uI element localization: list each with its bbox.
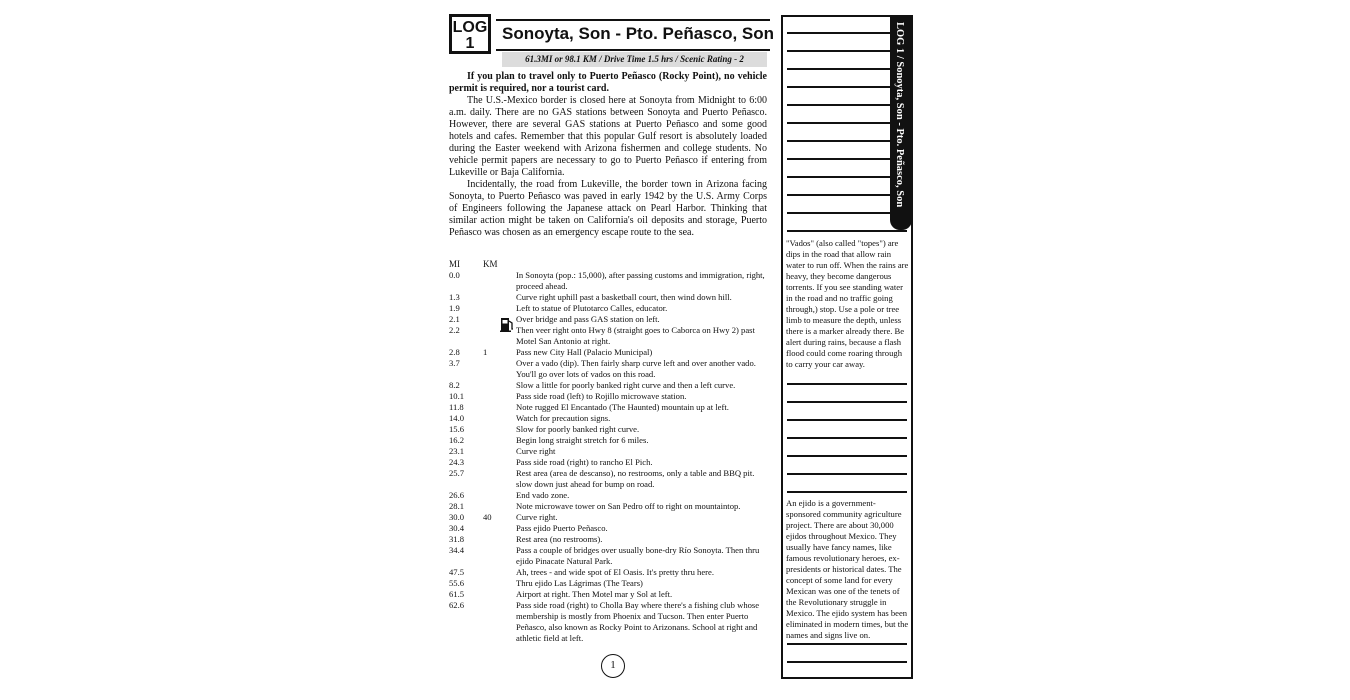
note-line: [787, 194, 907, 196]
note-line: [787, 32, 907, 34]
log-direction: Ah, trees - and wide spot of El Oasis. It's pretty thru here.: [516, 567, 714, 577]
log-row: [449, 292, 771, 303]
note-line: [787, 383, 907, 385]
log-direction: Pass a couple of bridges over usually bone-dry Río Sonoyta. Then thru ejido Pinacate Natural Park.: [516, 545, 760, 566]
log-direction: Pass side road (right) to Cholla Bay where there's a fishing club whose membership is mostly from Phoenix and Tucson. Then enter Puerto Peñasco, also known as Rocky Point to Arizonans. School at right and athletic field at left.: [516, 600, 760, 643]
note-line: [787, 104, 907, 106]
note-line: [787, 473, 907, 475]
log-row: [449, 501, 771, 512]
log-km: 1: [483, 347, 488, 357]
log-direction: End vado zone.: [516, 490, 570, 500]
note-line: [787, 212, 907, 214]
log-mile: 0.0: [449, 270, 460, 280]
title-rule-bottom: [496, 49, 770, 51]
log-direction: Slow for poorly banked right curve.: [516, 424, 640, 434]
road-log-table: [449, 270, 771, 644]
log-direction: Rest area (no restrooms).: [516, 534, 603, 544]
log-mile: 2.1: [449, 314, 460, 324]
note-line: [787, 230, 907, 232]
log-mile: 26.6: [449, 490, 465, 500]
log-mile: 8.2: [449, 380, 460, 390]
log-row: [449, 512, 771, 523]
log-mile: 2.8: [449, 347, 460, 357]
log-mile: 61.5: [449, 589, 465, 599]
log-row: [449, 435, 771, 446]
log-direction: Watch for precaution signs.: [516, 413, 611, 423]
log-direction: Curve right.: [516, 512, 558, 522]
log-mile: 1.3: [449, 292, 460, 302]
log-direction: In Sonoyta (pop.: 15,000), after passing customs and immigration, right, proceed ahead.: [516, 270, 765, 291]
log-direction: Airport at right. Then Motel mar y Sol at left.: [516, 589, 673, 599]
log-row: [449, 347, 771, 358]
route-summary: 61.3MI or 98.1 KM / Drive Time 1.5 hrs / Scenic Rating - 2: [502, 52, 767, 67]
log-direction: Curve right: [516, 446, 556, 456]
log-km: 40: [483, 512, 492, 522]
log-mile: 3.7: [449, 358, 460, 368]
note-line: [787, 661, 907, 663]
log-direction: Over a vado (dip). Then fairly sharp curve left and over another vado. You'll go over lots of vados on this road.: [516, 358, 756, 379]
log-direction: Rest area (area de descanso), no restrooms, only a table and BBQ pit. slow down just ahead for bump on road.: [516, 468, 755, 489]
log-mile: 30.0: [449, 512, 465, 522]
log-mile: 34.4: [449, 545, 465, 555]
log-row: [449, 413, 771, 424]
note-line: [787, 68, 907, 70]
log-row: [449, 358, 771, 380]
log-direction: Thru ejido Las Lágrimas (The Tears): [516, 578, 643, 588]
log-mile: 62.6: [449, 600, 465, 610]
page-title: Sonoyta, Son - Pto. Peñasco, Son: [502, 24, 775, 43]
log-row: [449, 490, 771, 501]
log-row: [449, 325, 771, 347]
log-direction: Then veer right onto Hwy 8 (straight goes to Caborca on Hwy 2) past Motel San Antonio at right.: [516, 325, 755, 346]
log-row: [449, 589, 771, 600]
log-mile: 24.3: [449, 457, 465, 467]
log-row: [449, 314, 771, 325]
log-row: [449, 534, 771, 545]
note-line: [787, 419, 907, 421]
page-number: 1: [601, 654, 625, 678]
log-mile: 10.1: [449, 391, 465, 401]
log-mile: 1.9: [449, 303, 460, 313]
log-mile: 47.5: [449, 567, 465, 577]
log-row: [449, 424, 771, 435]
log-row: [449, 457, 771, 468]
log-row: [449, 567, 771, 578]
log-side-tab: [890, 16, 912, 230]
log-row: [449, 600, 771, 644]
note-line: [787, 122, 907, 124]
note-line: [787, 437, 907, 439]
log-row: [449, 391, 771, 402]
log-row: [449, 270, 771, 292]
log-label: LOG: [452, 19, 488, 36]
log-direction: Pass side road (right) to rancho El Pich.: [516, 457, 653, 467]
log-page: [449, 14, 775, 694]
note-line: [787, 491, 907, 493]
log-row: [449, 545, 771, 567]
log-mile: 30.4: [449, 523, 465, 533]
log-row: [449, 523, 771, 534]
intro-paragraph-border: The U.S.-Mexico border is closed here at Sonoyta from Midnight to 6:00 a.m. daily. There are no GAS stations between Sonoyta and Puerto Peñasco. However, there are several GAS stations at Puerto Peñasco and some good hotels and cafes. Remember that this popular Gulf resort is absolutely loaded during the Easter weekend with Arizona fishermen and college students. No vehicle permit papers are necessary to go to Puerto Peñasco if entering from Lukeville or Baja California.: [449, 95, 767, 178]
log-mile: 11.8: [449, 402, 464, 412]
log-mile: 55.6: [449, 578, 465, 588]
log-mile: 15.6: [449, 424, 465, 434]
note-line: [787, 140, 907, 142]
log-number-box: [449, 14, 491, 54]
col-km-header: KM: [483, 259, 498, 269]
note-line: [787, 176, 907, 178]
log-direction: Slow a little for poorly banked right curve and then a left curve.: [516, 380, 736, 390]
note-line: [787, 158, 907, 160]
log-direction: Pass side road (left) to Rojillo microwave station.: [516, 391, 687, 401]
log-row: [449, 402, 771, 413]
intro-lead: If you plan to travel only to Puerto Peñasco (Rocky Point), no vehicle permit is required, nor a tourist card.: [449, 71, 767, 94]
log-mile: 16.2: [449, 435, 465, 445]
title-rule-top: [496, 19, 770, 21]
log-direction: Note rugged El Encantado (The Haunted) mountain up at left.: [516, 402, 729, 412]
ejido-note: An ejido is a government-sponsored community agriculture project. There are about 30,000 ejidos throughout Mexico. They usually have fancy names, like famous revolutionary heroes, ex-presidents or historical dates. The concept of some land for every Mexican was one of the tenets of the Revolutionary struggle in Mexico. The ejido system has been eliminated in modern times, but the names and signs live on.: [786, 498, 909, 640]
note-line: [787, 50, 907, 52]
log-row: [449, 468, 771, 490]
gas-pump-icon: [500, 316, 514, 332]
log-direction: Over bridge and pass GAS station on left.: [516, 314, 660, 324]
log-mile: 31.8: [449, 534, 465, 544]
log-row: [449, 303, 771, 314]
log-mile: 25.7: [449, 468, 465, 478]
log-direction: Pass new City Hall (Palacio Municipal): [516, 347, 653, 357]
log-number: 1: [465, 35, 475, 52]
log-row: [449, 578, 771, 589]
side-tab-label: LOG 1 / Sonoyta, Son - Pto. Peñasco, Son: [894, 22, 905, 208]
note-line: [787, 455, 907, 457]
intro-text: [449, 71, 767, 239]
log-mile: 28.1: [449, 501, 465, 511]
log-direction: Curve right uphill past a basketball court, then wind down hill.: [516, 292, 732, 302]
notes-sidebar: [781, 15, 913, 679]
log-direction: Left to statue of Plutotarco Calles, educator.: [516, 303, 668, 313]
log-mile: 2.2: [449, 325, 460, 335]
col-mi-header: MI: [449, 259, 460, 269]
log-direction: Note microwave tower on San Pedro off to right on mountaintop.: [516, 501, 741, 511]
log-direction: Begin long straight stretch for 6 miles.: [516, 435, 649, 445]
note-line: [787, 86, 907, 88]
log-row: [449, 446, 771, 457]
vados-note: "Vados" (also called "topes") are dips in the road that allow rain water to run off. When the rains are heavy, they become dangerous torrents. If you see standing water in the road and no traffic going through,) stop. Use a pole or tree limb to measure the depth, unless there is a marker already there. Be alert during rains, because a flash flood could come roaring through to carry your car away.: [786, 238, 909, 369]
intro-paragraph-history: Incidentally, the road from Lukeville, the border town in Arizona facing Sonoyta, to Puerto Peñasco was paved in early 1942 by the U.S. Army Corps of Engineers following the Japanese attack on Pearl Harbor. Thinking that similar action might be taken on California's oil deposits and storage, Puerto Peñasco was chosen as an emergency escape route to the sea.: [449, 179, 767, 238]
note-line: [787, 401, 907, 403]
log-direction: Pass ejido Puerto Peñasco.: [516, 523, 608, 533]
note-line: [787, 643, 907, 645]
log-row: [449, 380, 771, 391]
log-mile: 14.0: [449, 413, 465, 423]
log-mile: 23.1: [449, 446, 465, 456]
